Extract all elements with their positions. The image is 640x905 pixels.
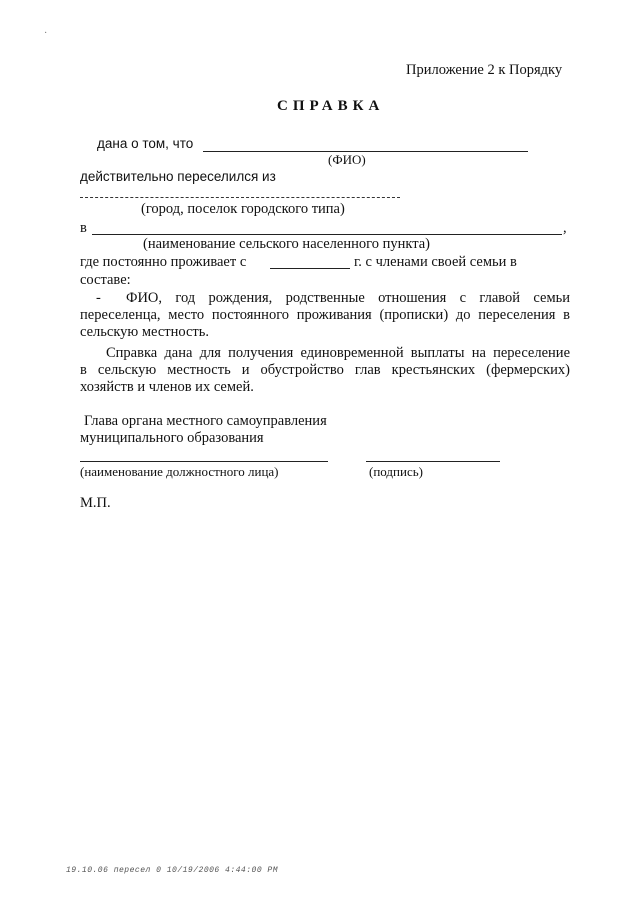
purpose-line1: Справка дана для получения единовременной выплаты на переселение: [106, 345, 570, 361]
list-bullet: -: [96, 290, 101, 306]
resettled-from-label: действительно переселился из: [80, 169, 276, 184]
fio-caption: (ФИО): [328, 152, 366, 167]
purpose-line3: хозяйств и членов их семей.: [80, 379, 254, 395]
stamp-place: М.П.: [80, 495, 111, 511]
settlement-caption: (наименование сельского населенного пункта): [143, 236, 430, 252]
list-item-line1: ФИО, год рождения, родственные отношения с главой семьи: [126, 290, 570, 306]
document-title: СПРАВКА: [277, 98, 385, 114]
given-about-label: дана о том, что: [97, 136, 194, 151]
head-title-line2: муниципального образования: [80, 430, 264, 446]
signature-caption: (подпись): [369, 464, 423, 479]
lives-since-suffix: г. с членами своей семьи в: [354, 254, 517, 270]
list-item-line2: переселенца, место постоянного проживания (прописки) до переселения в: [80, 307, 570, 323]
purpose-line2: в сельскую местность и обустройство глав крестьянских (фермерских): [80, 362, 570, 378]
position-caption: (наименование должностного лица): [80, 464, 279, 479]
print-footer: 19.10.06 пересел 0 10/19/2006 4:44:00 PM: [66, 866, 279, 875]
lives-since-prefix: где постоянно проживает с: [80, 254, 247, 270]
signature-line[interactable]: [366, 461, 500, 462]
to-suffix: ,: [563, 220, 567, 236]
city-caption: (город, поселок городского типа): [141, 201, 345, 217]
to-prefix: в: [80, 220, 87, 236]
appendix-label: Приложение 2 к Порядку: [406, 62, 563, 78]
head-title-line1: Глава органа местного самоуправления: [84, 413, 327, 429]
composition-label: составе:: [80, 272, 131, 288]
position-line[interactable]: [80, 461, 328, 462]
list-item-line3: сельскую местность.: [80, 324, 210, 340]
margin-mark: ·: [44, 28, 48, 39]
settlement-line[interactable]: [92, 234, 562, 235]
city-line[interactable]: [80, 197, 400, 198]
since-date-line[interactable]: [270, 268, 350, 269]
